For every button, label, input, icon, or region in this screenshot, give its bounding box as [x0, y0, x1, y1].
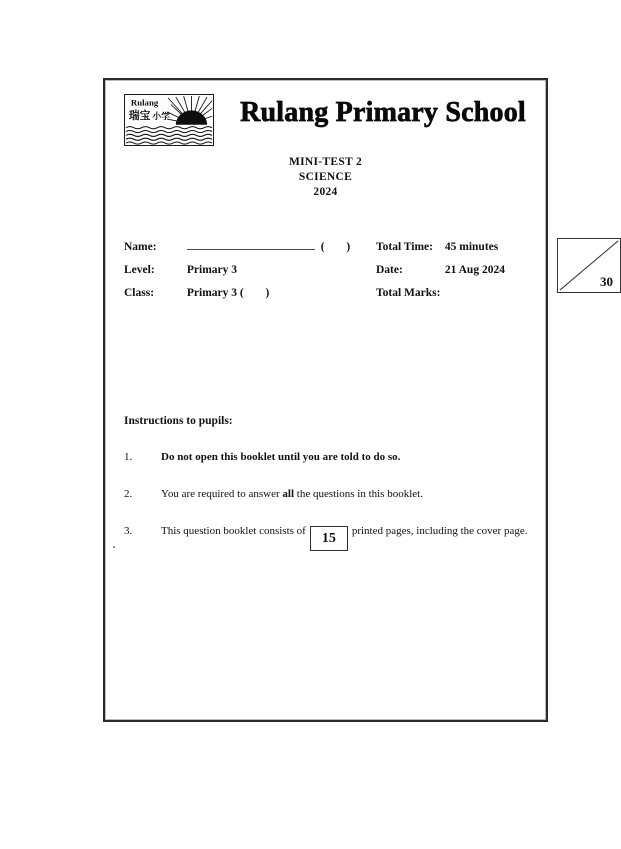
- name-label: Name:: [124, 241, 157, 253]
- svg-text:Rulang: Rulang: [130, 97, 159, 108]
- total-marks-value: 30: [600, 274, 613, 289]
- instruction-2-emphasis: all: [282, 488, 295, 500]
- scan-artifact-speck: [113, 546, 115, 548]
- instruction-1-number: 1.: [124, 451, 133, 463]
- instruction-2-text-after: the questions in this booklet.: [294, 488, 423, 500]
- instruction-3-text-after: printed pages, including the cover page.: [351, 525, 528, 537]
- svg-text:瑞宝: 瑞宝: [128, 109, 151, 123]
- svg-text:小学: 小学: [152, 112, 170, 123]
- instructions-section: [124, 415, 532, 572]
- test-name: MINI-TEST 2: [288, 156, 363, 168]
- date-label: Date:: [376, 264, 403, 276]
- school-crest-sunrise-icon: [124, 94, 214, 146]
- instruction-item-1: [124, 449, 532, 465]
- total-marks-label: Total Marks:: [376, 287, 441, 299]
- index-close-paren: ): [346, 241, 351, 253]
- name-row: [124, 236, 374, 259]
- instruction-2-text-before: You are required to answer: [161, 488, 283, 500]
- total-marks-box[interactable]: [557, 238, 621, 293]
- test-title-block: [105, 155, 546, 200]
- class-close-paren: ): [265, 287, 270, 299]
- instruction-3-text-before: This question booklet consists of: [161, 525, 306, 537]
- page-count-box[interactable]: 15: [310, 526, 348, 551]
- date-value: 21 Aug 2024: [444, 264, 505, 276]
- total-marks-row: [376, 282, 546, 305]
- test-year: 2024: [313, 186, 338, 198]
- instructions-heading: Instructions to pupils:: [124, 415, 233, 427]
- candidate-particulars: [105, 236, 613, 356]
- level-row: [124, 259, 374, 282]
- particulars-right-column: [376, 236, 613, 305]
- total-time-value: 45 minutes: [444, 241, 499, 253]
- instruction-3-text: [161, 525, 528, 546]
- instruction-3-number: 3.: [124, 525, 133, 537]
- instruction-2-number: 2.: [124, 488, 133, 500]
- index-open-paren: (: [320, 241, 325, 253]
- instruction-item-2: [124, 486, 532, 502]
- exam-cover-page-frame: [103, 78, 613, 722]
- level-value: Primary 3: [186, 264, 238, 276]
- date-row: [376, 259, 546, 282]
- instruction-2-text: [161, 488, 423, 500]
- level-label: Level:: [124, 264, 155, 276]
- total-time-label: Total Time:: [376, 241, 433, 253]
- school-name-title: Rulang Primary School: [240, 97, 526, 128]
- page-header: [105, 94, 546, 150]
- total-time-row: [376, 236, 546, 259]
- test-subject: SCIENCE: [298, 171, 353, 183]
- instruction-1-text: Do not open this booklet until you are told to do so.: [161, 451, 401, 463]
- class-label: Class:: [124, 287, 155, 299]
- particulars-left-column: [124, 236, 374, 305]
- class-value: Primary 3 (: [186, 287, 244, 299]
- name-input-line[interactable]: [187, 236, 315, 250]
- class-row: [124, 282, 374, 305]
- instruction-item-3: [124, 523, 532, 551]
